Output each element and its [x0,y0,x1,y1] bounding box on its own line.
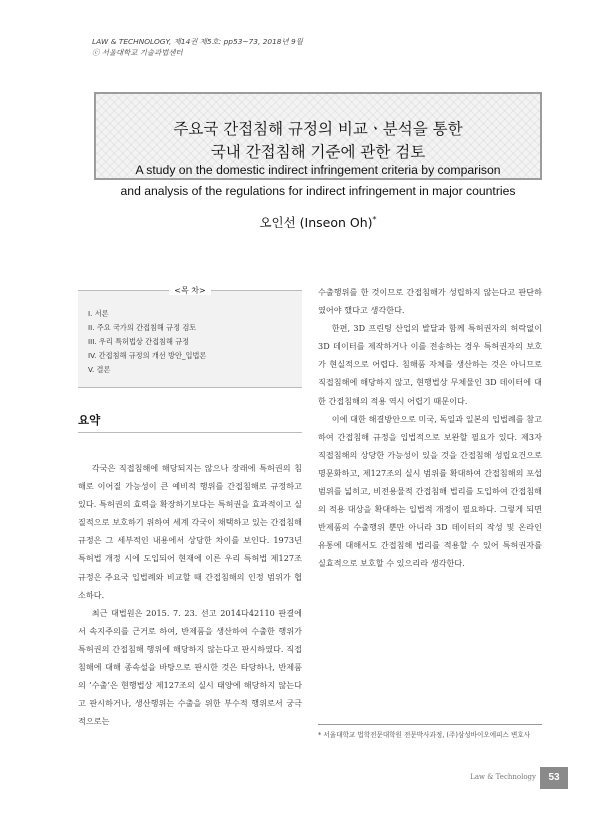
author-footnote: * 서울대학교 법학전문대학원 전문박사과정, (주)삼성바이오에피스 변호사 [318,724,542,742]
korean-title-line-2: 국내 간접침해 기준에 관한 검토 [210,143,426,161]
toc-heading [78,285,302,296]
abstract-right-column [318,283,542,573]
toc-item: V. 결론 [88,365,111,374]
toc-list [88,307,206,377]
toc-heading-text: <목 차> [169,286,210,295]
toc-item: IV. 간접침해 규정의 개선 방안_입법론 [88,351,207,360]
english-title-line-2: and analysis of the regulations for indirect infringement in major countries [120,184,516,198]
abstract-left-column [78,459,302,730]
abstract-paragraph: 최근 대법원은 2015. 7. 23. 선고 2014다42110 판결에서 속지주의를 근거로 하여, 반제품을 생산하여 수출한 행위가 특허권의 간접침해 행위에 해당하지 않는다고 판시하였다. 직접침해에 대해 종속설을 바탕으로 판시한 것은 타당하나, 반제품의 ‘수출’은 현행법상 제127조의 실시 태양에 해당하지 않는다고 판시하거나, 생산행위는 수출을 위한 부수적 행위로서 궁극적으로는 [78,607,302,727]
table-of-contents [78,286,302,388]
abstract-heading: 요약 [78,413,101,427]
abstract-paragraph: 수출행위를 한 것이므로 간접침해가 성립하지 않는다고 판단하였어야 했다고 생각한다. [318,287,542,316]
footer-journal-label: Law & Technology [470,773,536,781]
toc-item: II. 주요 국가의 간접침해 규정 검토 [88,323,197,332]
publisher-line: ⓒ 서울대학교 기술과법센터 [92,48,183,57]
journal-citation: LAW & TECHNOLOGY, 제14권 제5호: pp53~73, 2018년 9월 [92,37,303,46]
page-footer [470,767,560,789]
author-footnote-mark: * [372,214,377,224]
journal-header [92,36,303,58]
toc-item: I. 서론 [88,309,109,318]
abstract-paragraph: 한편, 3D 프린팅 산업의 발달과 함께 특허권자의 허락없이 3D 데이터를 제작하거나 이를 전송하는 경우 특허권자의 보호가 현실적으로 어렵다. 침해품 자체를 생산하는 것은 아니므로 직접침해에 해당하지 않고, 현행법상 무체물인 3D 데이터에 대한 간접침해의 적용 역시 어렵기 때문이다. [318,323,542,406]
english-title-line-1: A study on the domestic indirect infringement criteria by comparison [135,163,501,177]
author-name [94,213,542,231]
abstract-paragraph: 이에 대한 해결방안으로 미국, 독일과 일본의 입법례를 참고하여 간접침해 규정을 입법적으로 보완할 필요가 있다. 제3자 직접침해의 상당한 가능성이 있을 것을 간접침해 성립요건으로 명문화하고, 제127조의 실시 범위를 확대하여 간접침해의 포섭 범위를 넓히고, 비전용물적 간접침해 법리를 도입하여 간접침해의 적용 대상을 확대하는 입법적 개정이 필요하다. 그렇게 되면 반제품의 수출행위 뿐만 아니라 3D 데이터의 작성 및 온라인 유통에 대해서도 간접침해 법리를 적용할 수 있어 특허권자를 실효적으로 보호할 수 있으리라 생각한다. [318,413,542,569]
abstract-paragraph: 각국은 직접침해에 해당되지는 않으나 장래에 특허권의 침해로 이어질 가능성이 큰 예비적 행위를 간접침해로 규정하고 있다. 특허권의 효력을 확장하기보다는 특허권을 효과적이고 실질적으로 보호하기 위하여 세계 각국이 채택하고 있는 간접침해 규정은 그 세부적인 내용에서 상당한 차이를 보인다. 1973년 특허법 개정 시에 도입되어 현재에 이른 우리 특허법 제127조 규정은 주요국 입법례와 비교할 때 간접침해의 인정 범위가 협소하다. [78,463,302,600]
toc-item: III. 우리 특허법상 간접침해 규정 [88,337,190,346]
korean-title-line-1: 주요국 간접침해 규정의 비교ㆍ분석을 통한 [173,120,463,138]
author-text: 오인선 (Inseon Oh) [259,215,373,230]
page-number: 53 [540,767,568,789]
